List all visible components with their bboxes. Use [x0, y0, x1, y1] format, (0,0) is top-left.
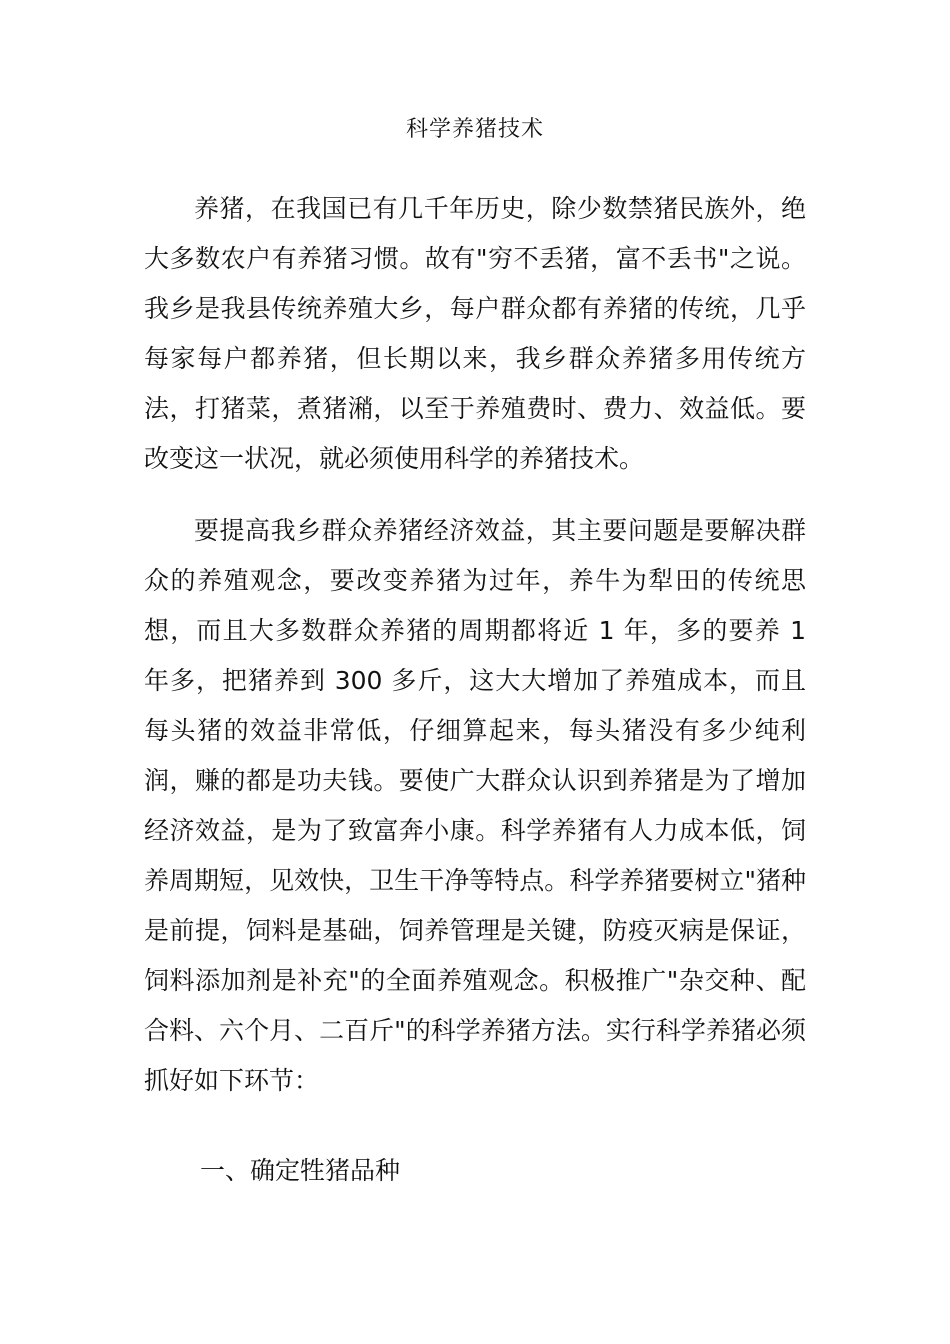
paragraph-main: 要提高我乡群众养猪经济效益，其主要问题是要解决群众的养殖观念，要改变养猪为过年，养牛为犁田的传统思想，而且大多数群众养猪的周期都将近 1 年，多的要养 1 年多，把猪养到 300 多斤，这大大增加了养殖成本，而且每头猪的效益非常低，仔细算起来，每头猪没有多少纯利润，赚的都是功夫钱。要使广大群众认识到养猪是为了增加经济效益，是为了致富奔小康。科学养猪有人力成本低，饲养周期短，见效快，卫生干净等特点。科学养猪要树立"猪种是前提，饲料是基础，饲养管理是关键，防疫灭病是保证，饲料添加剂是补充"的全面养殖观念。积极推广"杂交种、配合料、六个月、二百斤"的科学养猪方法。实行科学养猪必须抓好如下环节： — [144, 516, 806, 1095]
paragraph-intro: 养猪，在我国已有几千年历史，除少数禁猪民族外，绝大多数农户有养猪习惯。故有"穷不丢猪，富不丢书"之说。我乡是我县传统养殖大乡，每户群众都有养猪的传统，几乎每家每户都养猪，但长期以来，我乡群众养猪多用传统方法，打猪菜，煮猪潲，以至于养殖费时、费力、效益低。要改变这一状况，就必须使用科学的养猪技术。 — [144, 194, 806, 473]
document-title: 科学养猪技术 — [405, 117, 544, 142]
document-body — [144, 184, 806, 1196]
section-heading: 一、确定牲猪品种 — [200, 1156, 401, 1185]
